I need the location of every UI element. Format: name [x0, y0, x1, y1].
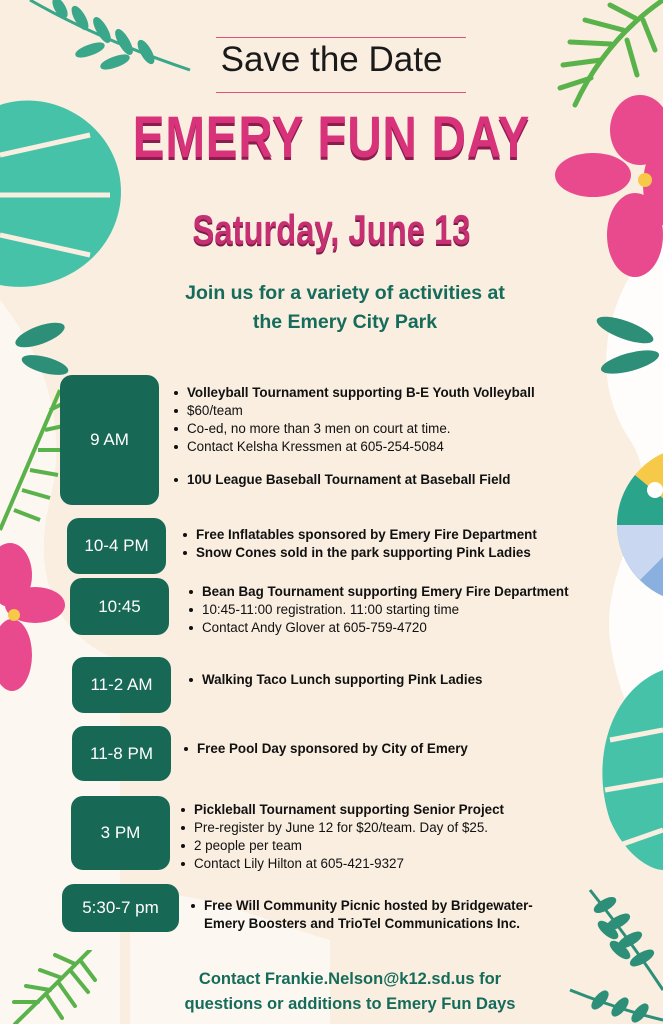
time-slot-10-4pm: 10-4 PM	[67, 518, 166, 574]
event-item: Co-ed, no more than 3 men on court at time.	[173, 420, 535, 438]
intro-line-1: Join us for a variety of activities at	[185, 282, 505, 304]
event-list-530-7pm	[190, 897, 533, 933]
footer-contact	[130, 967, 570, 1017]
event-item: Snow Cones sold in the park supporting Pink Ladies	[182, 544, 537, 562]
event-item: Free Will Community Picnic hosted by Bridgewater-	[190, 897, 533, 915]
event-item: Pre-register by June 12 for $20/team. Day of $25.	[180, 819, 504, 837]
event-item: Free Pool Day sponsored by City of Emery	[183, 740, 468, 758]
header-bottom-rule	[216, 92, 466, 93]
time-slot-3pm: 3 PM	[71, 796, 170, 870]
footer-line-1: Contact Frankie.Nelson@k12.sd.us for	[198, 970, 502, 988]
event-item: Pickleball Tournament supporting Senior Project	[180, 801, 504, 819]
header-top-rule	[216, 37, 466, 38]
event-item: 10:45-11:00 registration. 11:00 starting time	[188, 601, 569, 619]
event-item: Free Inflatables sponsored by Emery Fire Department	[182, 526, 537, 544]
intro-text	[100, 279, 590, 337]
time-slot-530-7pm: 5:30-7 pm	[62, 884, 179, 932]
save-the-date-heading: Save the Date	[220, 40, 443, 79]
event-item: Contact Lily Hilton at 605-421-9327	[180, 855, 504, 873]
time-slot-11-2am: 11-2 AM	[72, 657, 171, 713]
event-item: Walking Taco Lunch supporting Pink Ladies	[188, 671, 482, 689]
event-item: Emery Boosters and TrioTel Communications Inc.	[204, 916, 520, 931]
event-item: Contact Kelsha Kressmen at 605-254-5084	[173, 438, 535, 456]
time-slot-1045: 10:45	[70, 578, 169, 635]
intro-line-2: the Emery City Park	[252, 311, 438, 333]
event-list-10-4pm	[182, 526, 537, 562]
event-item: $60/team	[173, 402, 535, 420]
event-date: Saturday, June 13	[192, 206, 471, 253]
event-list-3pm	[180, 801, 504, 873]
event-title: EMERY FUN DAY	[132, 105, 531, 170]
event-item: Volleyball Tournament supporting B-E Youth Volleyball	[173, 384, 535, 402]
event-list-11-8pm	[183, 740, 468, 758]
event-item: Bean Bag Tournament supporting Emery Fire Department	[188, 583, 569, 601]
time-slot-11-8pm: 11-8 PM	[72, 726, 171, 781]
event-item: Contact Andy Glover at 605-759-4720	[188, 619, 569, 637]
event-item: 2 people per team	[180, 837, 504, 855]
event-list-11-2am	[188, 671, 482, 689]
time-slot-9am: 9 AM	[60, 375, 159, 505]
event-list-9am	[173, 384, 535, 489]
event-list-1045	[188, 583, 569, 637]
event-item: 10U League Baseball Tournament at Baseball Field	[173, 471, 535, 489]
footer-line-2: questions or additions to Emery Fun Days	[184, 995, 516, 1013]
